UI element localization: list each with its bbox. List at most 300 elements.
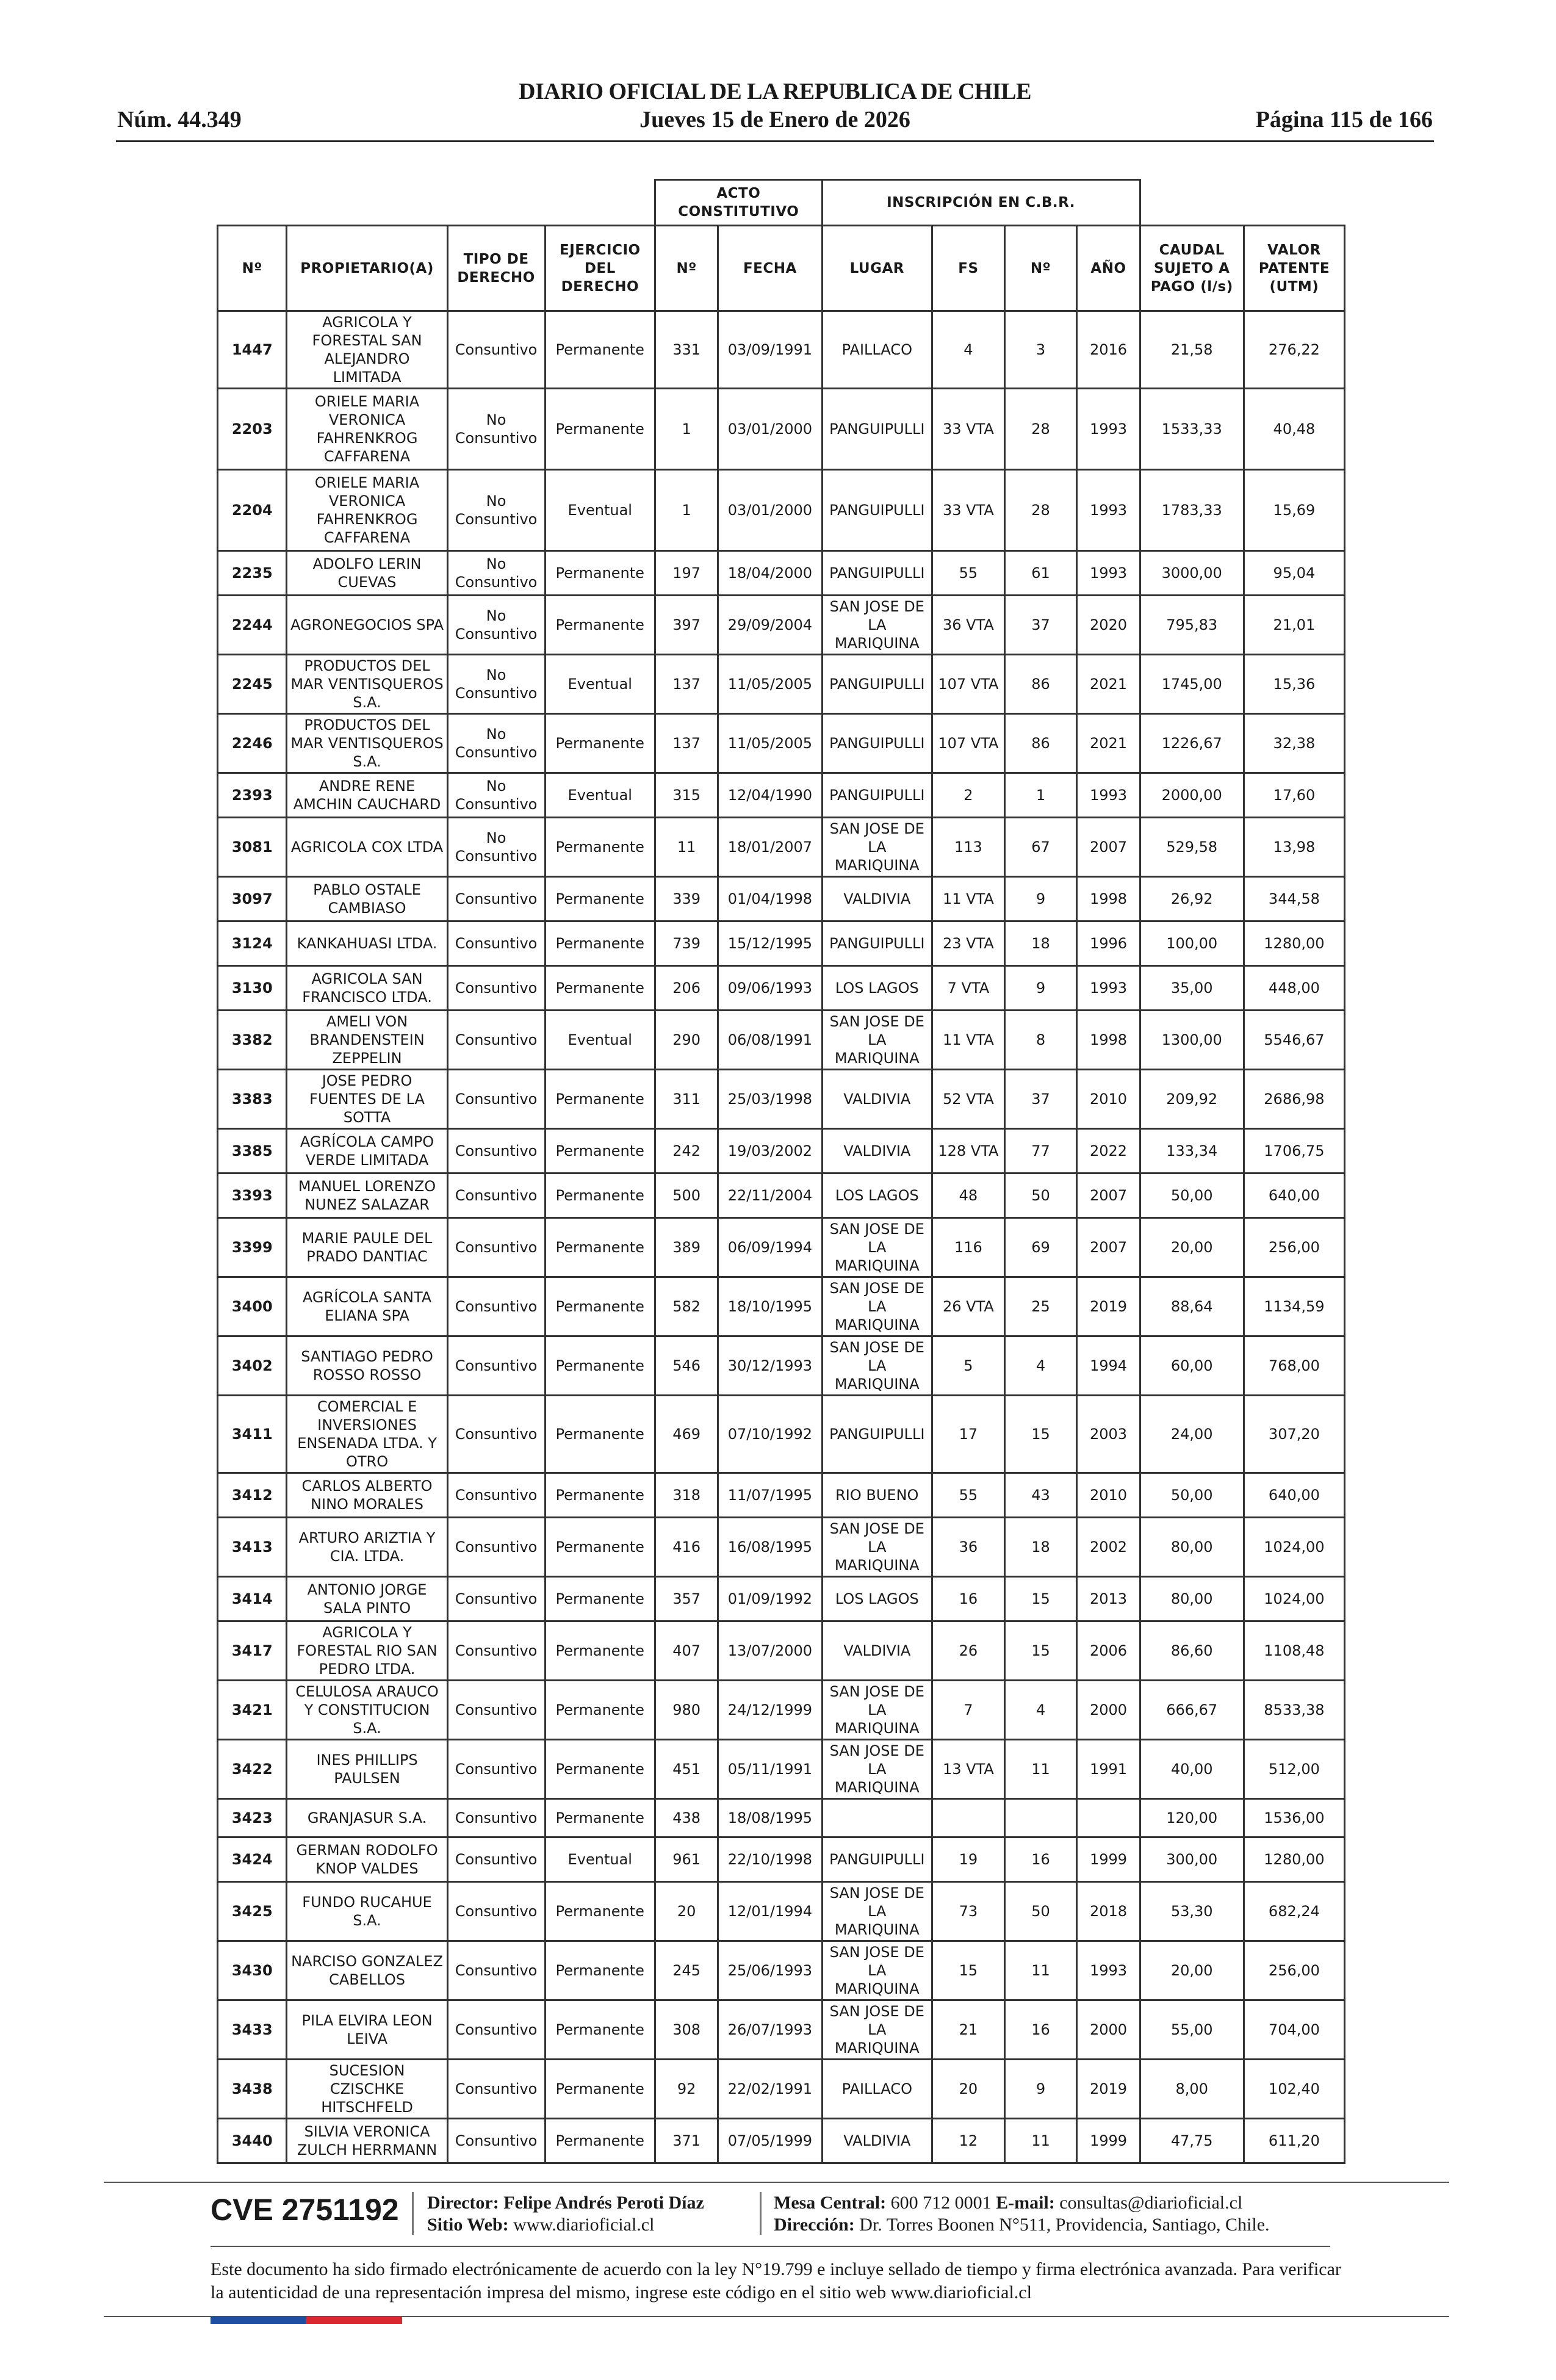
cell-lugar: SAN JOSE DE LA MARIQUINA	[822, 1681, 932, 1740]
cell-ejercicio: Permanente	[545, 1681, 655, 1740]
cell-ejercicio: Permanente	[545, 2000, 655, 2060]
cell-fs: 16	[932, 1577, 1005, 1621]
table-row	[218, 1277, 1345, 1336]
cell-acto-numero: 357	[655, 1577, 718, 1621]
cell-fecha: 01/04/1998	[718, 877, 822, 921]
cell-inscripcion-numero: 37	[1004, 1070, 1077, 1129]
cell-fs: 20	[932, 2060, 1005, 2119]
cell-ejercicio: Permanente	[545, 1621, 655, 1681]
table-row	[218, 921, 1345, 966]
cell-acto-numero: 438	[655, 1799, 718, 1837]
cell-fs: 48	[932, 1174, 1005, 1218]
cell-valor-patente: 21,01	[1244, 596, 1344, 655]
cell-anio: 1998	[1077, 877, 1140, 921]
cell-lugar: VALDIVIA	[822, 1621, 932, 1681]
cell-valor-patente: 8533,38	[1244, 1681, 1344, 1740]
cell-ejercicio: Permanente	[545, 1882, 655, 1941]
cell-valor-patente: 2686,98	[1244, 1070, 1344, 1129]
cell-numero: 3402	[218, 1336, 287, 1396]
contact-block	[774, 2192, 1270, 2236]
cell-valor-patente: 102,40	[1244, 2060, 1344, 2119]
cell-acto-numero: 389	[655, 1218, 718, 1277]
cell-numero: 3124	[218, 921, 287, 966]
table-row	[218, 2060, 1345, 2119]
cell-propietario: AGRICOLA COX LTDA	[287, 818, 447, 877]
table-row	[218, 818, 1345, 877]
cell-numero: 3130	[218, 966, 287, 1011]
cell-ejercicio: Permanente	[545, 1473, 655, 1518]
cell-inscripcion-numero: 77	[1004, 1129, 1077, 1174]
cell-valor-patente: 640,00	[1244, 1174, 1344, 1218]
cell-tipo-derecho: No Consuntivo	[447, 655, 545, 714]
cell-anio: 2022	[1077, 1129, 1140, 1174]
cell-anio: 1999	[1077, 1837, 1140, 1882]
cell-propietario: AGRICOLA SAN FRANCISCO LTDA.	[287, 966, 447, 1011]
cell-propietario: SANTIAGO PEDRO ROSSO ROSSO	[287, 1336, 447, 1396]
cell-valor-patente: 1024,00	[1244, 1518, 1344, 1577]
cve-code: CVE 2751192	[211, 2193, 399, 2227]
cell-lugar: PANGUIPULLI	[822, 470, 932, 551]
cell-tipo-derecho: Consuntivo	[447, 1518, 545, 1577]
footer-separator	[412, 2192, 414, 2235]
cell-ejercicio: Permanente	[545, 1129, 655, 1174]
col-anio: AÑO	[1077, 226, 1140, 311]
cell-tipo-derecho: Consuntivo	[447, 1577, 545, 1621]
cell-ejercicio: Permanente	[545, 1218, 655, 1277]
cell-anio: 2010	[1077, 1473, 1140, 1518]
legal-notice: Este documento ha sido firmado electrónicamente de acuerdo con la ley N°19.799 e incluye sellado de tiempo y firma electrónica avanzada. Para verificar la autenticidad de una representación impresa del mismo, ingrese este código en el sitio web www.diarioficial.cl	[211, 2259, 1341, 2302]
cell-ejercicio: Permanente	[545, 1941, 655, 2000]
cell-lugar: PAILLACO	[822, 311, 932, 389]
cell-propietario: AGRÍCOLA CAMPO VERDE LIMITADA	[287, 1129, 447, 1174]
cell-propietario: AGRICOLA Y FORESTAL SAN ALEJANDRO LIMITADA	[287, 311, 447, 389]
cell-anio: 1993	[1077, 966, 1140, 1011]
table-row	[218, 1799, 1345, 1837]
cell-inscripcion-numero: 3	[1004, 311, 1077, 389]
cell-lugar: SAN JOSE DE LA MARIQUINA	[822, 1882, 932, 1941]
cell-anio: 1993	[1077, 389, 1140, 470]
cell-propietario: AGRONEGOCIOS SPA	[287, 596, 447, 655]
cell-propietario: GRANJASUR S.A.	[287, 1799, 447, 1837]
page-header	[116, 74, 1434, 148]
cell-valor-patente: 256,00	[1244, 1941, 1344, 2000]
cell-caudal: 24,00	[1140, 1396, 1244, 1473]
col-caudal: CAUDAL SUJETO A PAGO (l/s)	[1140, 226, 1244, 311]
cell-ejercicio: Permanente	[545, 1740, 655, 1799]
cell-propietario: PILA ELVIRA LEON LEIVA	[287, 2000, 447, 2060]
cell-numero: 3382	[218, 1011, 287, 1070]
cell-inscripcion-numero: 50	[1004, 1882, 1077, 1941]
cell-tipo-derecho: No Consuntivo	[447, 714, 545, 773]
cell-lugar: PANGUIPULLI	[822, 921, 932, 966]
cell-caudal: 8,00	[1140, 2060, 1244, 2119]
cell-lugar: LOS LAGOS	[822, 966, 932, 1011]
cell-acto-numero: 315	[655, 773, 718, 818]
cell-tipo-derecho: No Consuntivo	[447, 551, 545, 596]
cell-fs: 23 VTA	[932, 921, 1005, 966]
table-row	[218, 966, 1345, 1011]
cell-caudal: 20,00	[1140, 1941, 1244, 2000]
cell-anio: 2020	[1077, 596, 1140, 655]
cell-valor-patente: 1280,00	[1244, 921, 1344, 966]
cell-anio: 2006	[1077, 1621, 1140, 1681]
cell-fecha: 26/07/1993	[718, 2000, 822, 2060]
cell-fecha: 11/05/2005	[718, 714, 822, 773]
cell-valor-patente: 1108,48	[1244, 1621, 1344, 1681]
cell-fs: 33 VTA	[932, 470, 1005, 551]
cell-anio: 2021	[1077, 655, 1140, 714]
cell-caudal: 80,00	[1140, 1577, 1244, 1621]
cell-tipo-derecho: Consuntivo	[447, 1011, 545, 1070]
cell-propietario: PRODUCTOS DEL MAR VENTISQUEROS S.A.	[287, 655, 447, 714]
cell-lugar: PAILLACO	[822, 2060, 932, 2119]
cell-valor-patente: 768,00	[1244, 1336, 1344, 1396]
cell-tipo-derecho: Consuntivo	[447, 1070, 545, 1129]
cell-acto-numero: 416	[655, 1518, 718, 1577]
cell-lugar: PANGUIPULLI	[822, 389, 932, 470]
table-row	[218, 1473, 1345, 1518]
table-row	[218, 1011, 1345, 1070]
cell-anio: 2019	[1077, 1277, 1140, 1336]
cell-propietario: ANTONIO JORGE SALA PINTO	[287, 1577, 447, 1621]
cell-acto-numero: 242	[655, 1129, 718, 1174]
cell-acto-numero: 137	[655, 655, 718, 714]
cell-fs: 73	[932, 1882, 1005, 1941]
cell-caudal: 1533,33	[1140, 389, 1244, 470]
newspaper-title: DIARIO OFICIAL DE LA REPUBLICA DE CHILE	[519, 79, 1031, 104]
cell-numero: 2235	[218, 551, 287, 596]
cell-inscripcion-numero: 4	[1004, 1336, 1077, 1396]
table-row	[218, 1681, 1345, 1740]
cell-lugar: SAN JOSE DE LA MARIQUINA	[822, 1740, 932, 1799]
cell-anio: 1994	[1077, 1336, 1140, 1396]
cell-tipo-derecho: Consuntivo	[447, 921, 545, 966]
cell-acto-numero: 11	[655, 818, 718, 877]
cell-inscripcion-numero: 8	[1004, 1011, 1077, 1070]
cell-anio: 2021	[1077, 714, 1140, 773]
cell-lugar: VALDIVIA	[822, 2119, 932, 2163]
cell-numero: 3399	[218, 1218, 287, 1277]
cell-fecha: 03/01/2000	[718, 389, 822, 470]
cell-ejercicio: Permanente	[545, 551, 655, 596]
mesa-label: Mesa Central:	[774, 2193, 887, 2213]
cell-fs: 36 VTA	[932, 596, 1005, 655]
cell-acto-numero: 290	[655, 1011, 718, 1070]
cell-numero: 3440	[218, 2119, 287, 2163]
cell-fecha: 13/07/2000	[718, 1621, 822, 1681]
cell-acto-numero: 582	[655, 1277, 718, 1336]
cell-lugar: SAN JOSE DE LA MARIQUINA	[822, 1336, 932, 1396]
cell-numero: 3081	[218, 818, 287, 877]
cell-fecha: 05/11/1991	[718, 1740, 822, 1799]
email-link[interactable]: consultas@diarioficial.cl	[1059, 2193, 1243, 2213]
cell-inscripcion-numero: 9	[1004, 877, 1077, 921]
cell-lugar: PANGUIPULLI	[822, 714, 932, 773]
table-row	[218, 1941, 1345, 2000]
cell-inscripcion-numero: 37	[1004, 596, 1077, 655]
cell-fecha: 18/01/2007	[718, 818, 822, 877]
cell-anio: 2000	[1077, 1681, 1140, 1740]
web-link[interactable]: www.diarioficial.cl	[513, 2215, 655, 2235]
header-inscripcion-cbr: INSCRIPCIÓN EN C.B.R.	[822, 180, 1140, 226]
cell-numero: 3413	[218, 1518, 287, 1577]
cell-inscripcion-numero: 11	[1004, 2119, 1077, 2163]
cell-propietario: AGRÍCOLA SANTA ELIANA SPA	[287, 1277, 447, 1336]
issue-number: Núm. 44.349	[117, 107, 242, 132]
cell-numero: 2245	[218, 655, 287, 714]
col-fs: FS	[932, 226, 1005, 311]
cell-fs: 36	[932, 1518, 1005, 1577]
cell-fecha: 01/09/1992	[718, 1577, 822, 1621]
cell-caudal: 529,58	[1140, 818, 1244, 877]
cell-ejercicio: Permanente	[545, 714, 655, 773]
cell-propietario: MANUEL LORENZO NUNEZ SALAZAR	[287, 1174, 447, 1218]
cell-valor-patente: 1536,00	[1244, 1799, 1344, 1837]
cell-inscripcion-numero: 69	[1004, 1218, 1077, 1277]
cell-acto-numero: 197	[655, 551, 718, 596]
cell-valor-patente: 13,98	[1244, 818, 1344, 877]
cell-numero: 3400	[218, 1277, 287, 1336]
cell-lugar: VALDIVIA	[822, 1129, 932, 1174]
cell-anio: 1993	[1077, 773, 1140, 818]
col-propietario: PROPIETARIO(A)	[287, 226, 447, 311]
cell-valor-patente: 682,24	[1244, 1882, 1344, 1941]
cell-numero: 2204	[218, 470, 287, 551]
cell-tipo-derecho: Consuntivo	[447, 1621, 545, 1681]
cell-fecha: 18/10/1995	[718, 1277, 822, 1336]
table-row	[218, 596, 1345, 655]
cell-tipo-derecho: No Consuntivo	[447, 389, 545, 470]
cell-fs: 2	[932, 773, 1005, 818]
cell-numero: 3414	[218, 1577, 287, 1621]
address-value: Dr. Torres Boonen N°511, Providencia, Santiago, Chile.	[859, 2215, 1270, 2235]
cell-anio: 1999	[1077, 2119, 1140, 2163]
col-ejercicio-derecho: EJERCICIO DEL DERECHO	[545, 226, 655, 311]
cell-caudal: 86,60	[1140, 1621, 1244, 1681]
cell-numero: 3424	[218, 1837, 287, 1882]
cell-propietario: NARCISO GONZALEZ CABELLOS	[287, 1941, 447, 2000]
cell-tipo-derecho: Consuntivo	[447, 1473, 545, 1518]
cell-propietario: MARIE PAULE DEL PRADO DANTIAC	[287, 1218, 447, 1277]
cell-tipo-derecho: Consuntivo	[447, 877, 545, 921]
cell-fecha: 19/03/2002	[718, 1129, 822, 1174]
group-header-row	[218, 180, 1345, 226]
cell-numero: 3433	[218, 2000, 287, 2060]
cell-valor-patente: 276,22	[1244, 311, 1344, 389]
cell-caudal: 60,00	[1140, 1336, 1244, 1396]
cell-propietario: KANKAHUASI LTDA.	[287, 921, 447, 966]
cell-tipo-derecho: No Consuntivo	[447, 470, 545, 551]
cell-tipo-derecho: Consuntivo	[447, 1837, 545, 1882]
cell-fs: 7	[932, 1681, 1005, 1740]
cell-anio: 2000	[1077, 2000, 1140, 2060]
cell-acto-numero: 397	[655, 596, 718, 655]
cell-acto-numero: 331	[655, 311, 718, 389]
cell-caudal: 80,00	[1140, 1518, 1244, 1577]
cell-acto-numero: 308	[655, 2000, 718, 2060]
cell-caudal: 50,00	[1140, 1473, 1244, 1518]
cell-valor-patente: 611,20	[1244, 2119, 1344, 2163]
cell-ejercicio: Eventual	[545, 773, 655, 818]
cell-fs: 107 VTA	[932, 655, 1005, 714]
cell-inscripcion-numero: 28	[1004, 389, 1077, 470]
cell-inscripcion-numero: 15	[1004, 1396, 1077, 1473]
cell-propietario: AMELI VON BRANDENSTEIN ZEPPELIN	[287, 1011, 447, 1070]
cell-lugar	[822, 1799, 932, 1837]
cell-fecha: 07/05/1999	[718, 2119, 822, 2163]
cell-ejercicio: Permanente	[545, 596, 655, 655]
cell-fecha: 06/08/1991	[718, 1011, 822, 1070]
cell-acto-numero: 961	[655, 1837, 718, 1882]
cell-lugar: LOS LAGOS	[822, 1174, 932, 1218]
col-fecha: FECHA	[718, 226, 822, 311]
cell-ejercicio: Permanente	[545, 1518, 655, 1577]
cell-tipo-derecho: Consuntivo	[447, 1396, 545, 1473]
cell-valor-patente: 5546,67	[1244, 1011, 1344, 1070]
col-inscripcion-numero: Nº	[1004, 226, 1077, 311]
cell-fecha: 06/09/1994	[718, 1218, 822, 1277]
cell-inscripcion-numero: 11	[1004, 1740, 1077, 1799]
cell-lugar: VALDIVIA	[822, 877, 932, 921]
cell-acto-numero: 739	[655, 921, 718, 966]
cell-numero: 2244	[218, 596, 287, 655]
cell-ejercicio: Eventual	[545, 1011, 655, 1070]
cell-lugar: SAN JOSE DE LA MARIQUINA	[822, 1218, 932, 1277]
cell-valor-patente: 1706,75	[1244, 1129, 1344, 1174]
cell-lugar: SAN JOSE DE LA MARIQUINA	[822, 596, 932, 655]
cell-numero: 1447	[218, 311, 287, 389]
cell-numero: 3383	[218, 1070, 287, 1129]
table-row	[218, 1740, 1345, 1799]
cell-caudal: 209,92	[1140, 1070, 1244, 1129]
col-numero: Nº	[218, 226, 287, 311]
cell-ejercicio: Permanente	[545, 2119, 655, 2163]
cell-fs: 11 VTA	[932, 1011, 1005, 1070]
cell-caudal: 2000,00	[1140, 773, 1244, 818]
cell-inscripcion-numero: 28	[1004, 470, 1077, 551]
cell-fs: 19	[932, 1837, 1005, 1882]
cell-inscripcion-numero: 86	[1004, 714, 1077, 773]
col-lugar: LUGAR	[822, 226, 932, 311]
cell-fecha: 03/09/1991	[718, 311, 822, 389]
header-blank	[1140, 180, 1344, 226]
cell-ejercicio: Permanente	[545, 818, 655, 877]
table-row	[218, 1336, 1345, 1396]
cell-tipo-derecho: Consuntivo	[447, 2119, 545, 2163]
cell-valor-patente: 32,38	[1244, 714, 1344, 773]
cell-ejercicio: Permanente	[545, 1396, 655, 1473]
cell-caudal: 26,92	[1140, 877, 1244, 921]
cell-fecha: 29/09/2004	[718, 596, 822, 655]
table-row	[218, 714, 1345, 773]
email-label: E-mail:	[996, 2193, 1055, 2213]
cell-anio: 2010	[1077, 1070, 1140, 1129]
cell-fecha: 25/03/1998	[718, 1070, 822, 1129]
cell-anio: 1993	[1077, 470, 1140, 551]
cell-fs: 128 VTA	[932, 1129, 1005, 1174]
cell-tipo-derecho: No Consuntivo	[447, 773, 545, 818]
col-valor-patente: VALOR PATENTE (UTM)	[1244, 226, 1344, 311]
cell-numero: 3423	[218, 1799, 287, 1837]
cell-fecha: 07/10/1992	[718, 1396, 822, 1473]
flag-stripe-red	[306, 2317, 402, 2324]
cell-valor-patente: 40,48	[1244, 389, 1344, 470]
cell-tipo-derecho: Consuntivo	[447, 2060, 545, 2119]
table-row	[218, 1070, 1345, 1129]
cell-fs: 12	[932, 2119, 1005, 2163]
col-tipo-derecho: TIPO DE DERECHO	[447, 226, 545, 311]
cell-tipo-derecho: Consuntivo	[447, 1277, 545, 1336]
cell-ejercicio: Eventual	[545, 655, 655, 714]
cell-numero: 2393	[218, 773, 287, 818]
cell-valor-patente: 15,69	[1244, 470, 1344, 551]
cell-ejercicio: Permanente	[545, 1799, 655, 1837]
cell-ejercicio: Permanente	[545, 1277, 655, 1336]
cell-inscripcion-numero: 9	[1004, 2060, 1077, 2119]
cell-acto-numero: 1	[655, 470, 718, 551]
cell-propietario: SILVIA VERONICA ZULCH HERRMANN	[287, 2119, 447, 2163]
cell-ejercicio: Permanente	[545, 311, 655, 389]
cell-anio: 2016	[1077, 311, 1140, 389]
cell-tipo-derecho: Consuntivo	[447, 311, 545, 389]
cell-ejercicio: Eventual	[545, 1837, 655, 1882]
cell-propietario: COMERCIAL E INVERSIONES ENSENADA LTDA. Y OTRO	[287, 1396, 447, 1473]
table-row	[218, 470, 1345, 551]
cell-caudal: 1783,33	[1140, 470, 1244, 551]
cell-anio: 2018	[1077, 1882, 1140, 1941]
cell-lugar: SAN JOSE DE LA MARIQUINA	[822, 1941, 932, 2000]
water-rights-table	[217, 179, 1345, 2164]
cell-fecha: 15/12/1995	[718, 921, 822, 966]
cell-fecha: 12/04/1990	[718, 773, 822, 818]
cell-anio: 2013	[1077, 1577, 1140, 1621]
cell-propietario: ARTURO ARIZTIA Y CIA. LTDA.	[287, 1518, 447, 1577]
cell-tipo-derecho: Consuntivo	[447, 1336, 545, 1396]
cell-acto-numero: 1	[655, 389, 718, 470]
director-label: Director:	[427, 2193, 499, 2213]
header-rule	[116, 140, 1434, 142]
cell-lugar: SAN JOSE DE LA MARIQUINA	[822, 2000, 932, 2060]
cell-anio: 1991	[1077, 1740, 1140, 1799]
table-row	[218, 1396, 1345, 1473]
cell-numero: 3422	[218, 1740, 287, 1799]
cell-acto-numero: 371	[655, 2119, 718, 2163]
cell-inscripcion-numero: 15	[1004, 1577, 1077, 1621]
table-row	[218, 655, 1345, 714]
web-label: Sitio Web:	[427, 2215, 509, 2235]
cell-acto-numero: 546	[655, 1336, 718, 1396]
table-row	[218, 877, 1345, 921]
cell-caudal: 300,00	[1140, 1837, 1244, 1882]
cell-lugar: LOS LAGOS	[822, 1577, 932, 1621]
cell-ejercicio: Permanente	[545, 1174, 655, 1218]
cell-lugar: PANGUIPULLI	[822, 773, 932, 818]
cell-ejercicio: Permanente	[545, 877, 655, 921]
cell-lugar: VALDIVIA	[822, 1070, 932, 1129]
cell-tipo-derecho: Consuntivo	[447, 1882, 545, 1941]
table-row	[218, 1174, 1345, 1218]
table-row	[218, 1882, 1345, 1941]
cell-tipo-derecho: Consuntivo	[447, 1740, 545, 1799]
mesa-phone: 600 712 0001	[890, 2193, 992, 2213]
cell-fs	[932, 1799, 1005, 1837]
cell-numero: 3412	[218, 1473, 287, 1518]
cell-caudal: 3000,00	[1140, 551, 1244, 596]
cell-fecha: 30/12/1993	[718, 1336, 822, 1396]
cell-propietario: JOSE PEDRO FUENTES DE LA SOTTA	[287, 1070, 447, 1129]
cell-fs: 55	[932, 551, 1005, 596]
cell-inscripcion-numero: 9	[1004, 966, 1077, 1011]
